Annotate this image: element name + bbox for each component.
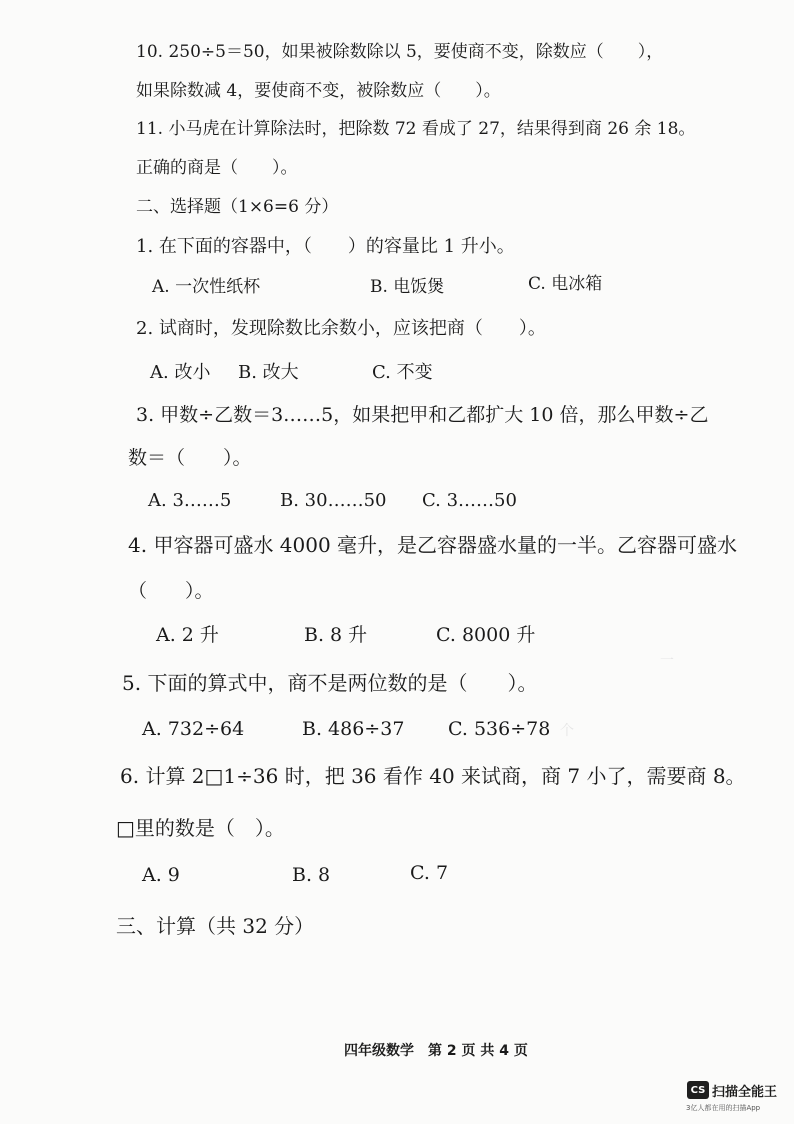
choice-2-option-c: C. 不变 <box>372 362 433 383</box>
choice-6-question-line2: □里的数是（ ）。 <box>116 816 285 840</box>
choice-1-option-b: B. 电饭煲 <box>370 277 445 297</box>
section-3-heading: 三、计算（共 32 分） <box>116 914 315 938</box>
choice-2-question: 2. 试商时，发现除数比余数小，应该把商（ ）。 <box>136 318 546 339</box>
page-footer: 四年级数学 第 2 页 共 4 页 <box>344 1043 528 1059</box>
section-2-heading: 二、选择题（1×6=6 分） <box>136 197 339 217</box>
choice-1-question: 1. 在下面的容器中，（ ）的容量比 1 升小。 <box>136 236 515 257</box>
choice-1-option-c: C. 电冰箱 <box>528 274 603 294</box>
question-10-line2: 如果除数减 4，要使商不变，被除数应（ ）。 <box>136 81 501 101</box>
camscanner-logo-icon: CS <box>687 1081 709 1099</box>
choice-4-option-b: B. 8 升 <box>304 624 368 646</box>
choice-4-question-line1: 4. 甲容器可盛水 4000 毫升，是乙容器盛水量的一半。乙容器可盛水 <box>128 533 738 557</box>
choice-2-option-a: A. 改小 <box>150 362 211 383</box>
question-11-line1: 11. 小马虎在计算除法时，把除数 72 看成了 27，结果得到商 26 余 18。 <box>136 119 696 139</box>
bleed-through-mark: 一 <box>660 653 674 669</box>
choice-4-question-line2: （ ）。 <box>128 580 214 602</box>
choice-5-option-b: B. 486÷37 <box>302 718 405 740</box>
choice-3-question-line2: 数＝（ ）。 <box>128 447 252 469</box>
question-11-line2: 正确的商是（ ）。 <box>136 158 298 178</box>
choice-4-option-c: C. 8000 升 <box>436 624 536 646</box>
watermark-name: 扫描全能王 <box>712 1085 778 1100</box>
choice-4-option-a: A. 2 升 <box>156 624 219 646</box>
choice-3-option-b: B. 30……50 <box>280 490 387 511</box>
choice-5-option-c: C. 536÷78 <box>448 718 551 740</box>
choice-6-option-a: A. 9 <box>142 864 180 886</box>
choice-1-option-a: A. 一次性纸杯 <box>152 277 261 297</box>
choice-3-option-a: A. 3……5 <box>148 490 232 511</box>
choice-5-question: 5. 下面的算式中，商不是两位数的是（ ）。 <box>122 671 538 695</box>
choice-3-option-c: C. 3……50 <box>422 490 517 511</box>
choice-6-option-c: C. 7 <box>410 862 449 884</box>
choice-5-option-a: A. 732÷64 <box>142 718 245 740</box>
choice-6-question-line1: 6. 计算 2□1÷36 时，把 36 看作 40 来试商，商 7 小了，需要商 8。 <box>120 764 746 788</box>
bleed-through-mark: 个 <box>560 723 574 739</box>
choice-3-question-line1: 3. 甲数÷乙数＝3……5，如果把甲和乙都扩大 10 倍，那么甲数÷乙 <box>136 404 709 426</box>
choice-2-option-b: B. 改大 <box>238 362 299 383</box>
watermark-tagline: 3亿人都在用的扫描App <box>686 1104 761 1112</box>
question-10-line1: 10. 250÷5＝50，如果被除数除以 5，要使商不变，除数应（ ）， <box>136 42 664 62</box>
choice-6-option-b: B. 8 <box>292 864 331 886</box>
